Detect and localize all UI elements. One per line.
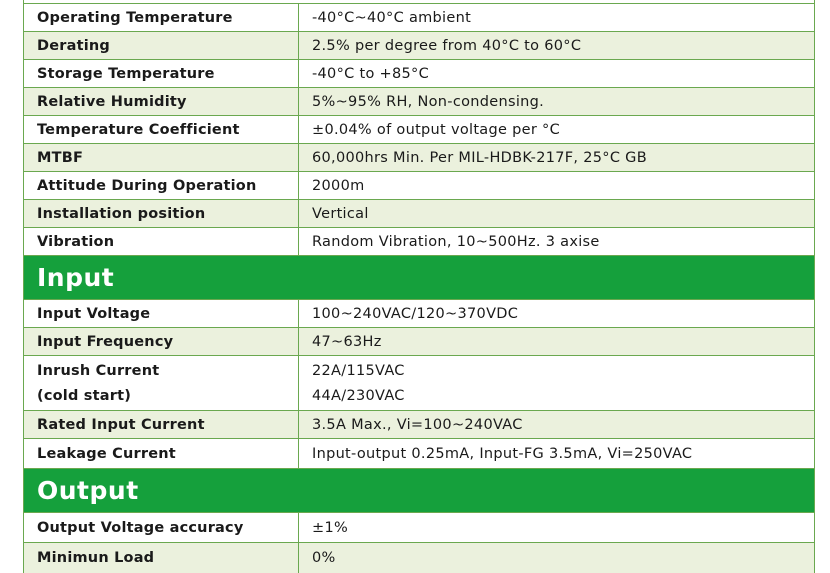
spec-row-input-voltage: [24, 300, 814, 328]
spec-label-sub: (cold start): [37, 387, 132, 404]
spec-value: ±1%: [312, 519, 349, 536]
spec-row-rated-input-current: [24, 411, 814, 439]
spec-value: -40°C~40°C ambient: [312, 9, 472, 26]
spec-label: MTBF: [24, 144, 299, 171]
spec-value: 2000m: [312, 177, 365, 194]
spec-row-mtbf: [24, 144, 814, 172]
spec-label: Relative Humidity: [24, 88, 299, 115]
spec-label: Attitude During Operation: [24, 172, 299, 199]
spec-row-output-voltage-accuracy: [24, 513, 814, 543]
spec-value: 47~63Hz: [312, 333, 382, 350]
spec-value: 0%: [312, 550, 336, 566]
spec-label: Temperature Coefficient: [24, 116, 299, 143]
spec-row-leakage-current: [24, 439, 814, 469]
spec-label: Input Frequency: [24, 328, 299, 355]
section-header-output: Output: [24, 469, 814, 513]
spec-value: Input-output 0.25mA, Input-FG 3.5mA, Vi=250VAC: [312, 445, 693, 462]
spec-label: Rated Input Current: [24, 411, 299, 438]
spec-label: Operating Temperature: [24, 4, 299, 31]
spec-table: [23, 0, 815, 573]
spec-row-temperature-coefficient: [24, 116, 814, 144]
spec-value: ±0.04% of output voltage per °C: [312, 121, 560, 138]
spec-row-operating-temperature: [24, 4, 814, 32]
spec-value: 100~240VAC/120~370VDC: [312, 305, 519, 322]
spec-row-storage-temperature: [24, 60, 814, 88]
spec-value-group: [299, 356, 814, 410]
spec-label-group: [24, 356, 299, 410]
spec-label: Storage Temperature: [24, 60, 299, 87]
spec-value: 2.5% per degree from 40°C to 60°C: [312, 37, 582, 54]
spec-value: Random Vibration, 10~500Hz. 3 axise: [312, 233, 600, 250]
spec-row-vibration: [24, 228, 814, 256]
spec-row-relative-humidity: [24, 88, 814, 116]
spec-label: Inrush Current: [37, 362, 160, 379]
spec-label: Derating: [24, 32, 299, 59]
spec-value: 22A/115VAC: [312, 362, 405, 379]
spec-value: 44A/230VAC: [312, 387, 405, 404]
spec-label: Vibration: [24, 228, 299, 255]
spec-row-installation-position: [24, 200, 814, 228]
spec-value: Vertical: [312, 205, 369, 222]
spec-value: -40°C to +85°C: [312, 65, 430, 82]
spec-label: Input Voltage: [24, 300, 299, 327]
spec-label: Minimun Load: [24, 543, 299, 573]
spec-row-altitude: [24, 172, 814, 200]
spec-label: Installation position: [24, 200, 299, 227]
spec-row-derating: [24, 32, 814, 60]
spec-value: 60,000hrs Min. Per MIL-HDBK-217F, 25°C GB: [312, 149, 647, 166]
spec-row-inrush-current: [24, 356, 814, 411]
section-header-input: Input: [24, 256, 814, 300]
spec-label: Leakage Current: [24, 439, 299, 468]
spec-row-input-frequency: [24, 328, 814, 356]
spec-label: Output Voltage accuracy: [24, 513, 299, 542]
spec-value: 5%~95% RH, Non-condensing.: [312, 93, 545, 110]
spec-value: 3.5A Max., Vi=100~240VAC: [312, 416, 523, 433]
spec-row-minimum-load: [24, 543, 814, 573]
